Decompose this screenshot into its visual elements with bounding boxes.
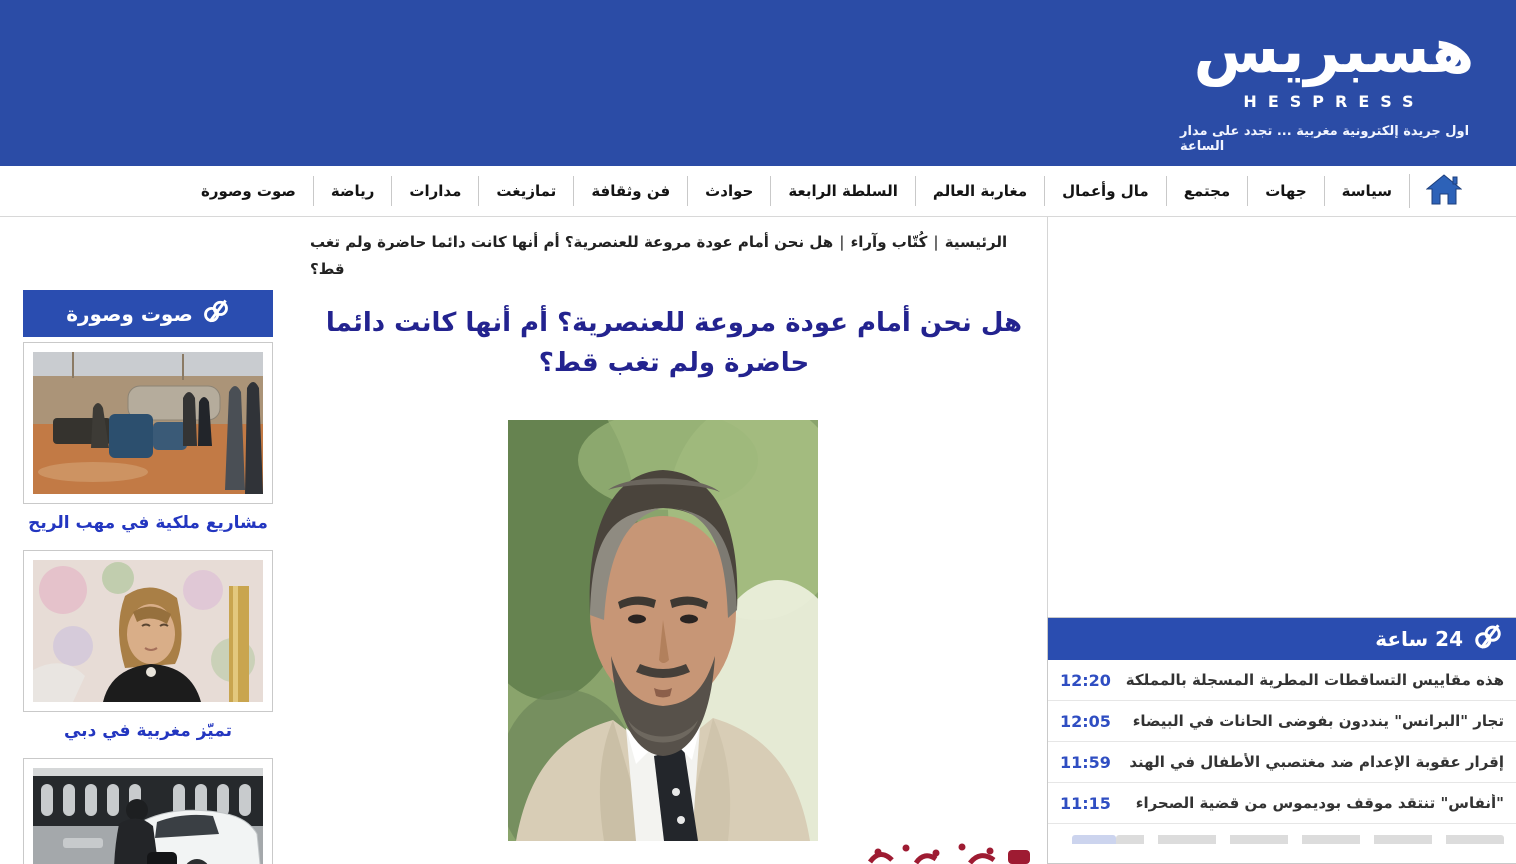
audio-video-widget-header [23,290,273,337]
news-item-title[interactable]: تجار "البرانس" ينددون بفوضى الحانات في البيضاء [1132,712,1504,730]
video-thumbnail[interactable] [23,758,273,864]
news-item-time: 12:05 [1060,711,1111,731]
hespress-mark-icon [1473,623,1503,655]
news-item-title[interactable]: هذه مقاييس التساقطات المطرية المسجلة بالمملكة [1125,671,1504,689]
thumbnail-caption[interactable]: مشاريع ملكية في مهب الريح [28,513,268,533]
nav-item-tamazight[interactable]: تمازيغت [478,176,573,206]
logo-latin-text: HESPRESS [1243,92,1425,111]
news-item-title[interactable]: "أنفاس" تنتقد موقف بوديموس من قضية الصحراء [1135,794,1504,812]
thumbnail-caption[interactable]: تميّز مغربية في دبي [63,721,233,741]
right-rail [1047,217,1516,864]
news-item-time: 11:59 [1060,752,1111,772]
news-list-item[interactable] [1048,783,1516,824]
clipped-news-list-item[interactable] [1048,824,1516,844]
nav-item-economy[interactable]: مال وأعمال [1044,176,1166,206]
nav-item-politics[interactable]: سياسة [1324,176,1409,206]
video-thumbnail[interactable] [23,550,273,712]
nav-item-moroccans-of-world[interactable]: مغاربة العالم [915,176,1044,206]
nav-item-incidents[interactable]: حوادث [687,176,770,206]
breadcrumb [310,229,1044,283]
page-title: هل نحن أمام عودة مروعة للعنصرية؟ أم أنها كانت دائما حاضرة ولم تغب قط؟ [325,308,1023,378]
hespress-logo[interactable] [1174,12,1494,154]
article-image [508,420,818,841]
nav-item-art-culture[interactable]: فن وثقافة [573,176,687,206]
audio-video-widget [23,290,273,864]
main-nav [0,166,1516,217]
breadcrumb-page-title: هل نحن أمام عودة مروعة للعنصرية؟ أم أنها كانت دائما حاضرة ولم تغب قط؟ [310,233,834,278]
breadcrumb-separator: | [839,233,845,251]
clipped-news-time [1072,835,1116,844]
audio-video-widget-title: صوت وصورة [66,301,193,326]
nav-item-audio-video[interactable]: صوت وصورة [201,182,296,200]
news-item-time: 12:20 [1060,670,1111,690]
news-item-time: 11:15 [1060,793,1111,813]
clipped-author-text [866,842,1036,864]
breadcrumb-separator: | [933,233,939,251]
logo-arabic-text: هسبريس [1193,14,1475,87]
hespress-mark-icon [202,298,230,329]
news-item-title[interactable]: إقرار عقوبة الإعدام ضد مغتصبي الأطفال في الهند [1129,753,1504,771]
news-list-item[interactable] [1048,660,1516,701]
breadcrumb-home-link[interactable]: الرئيسية [944,233,1008,251]
home-icon [1426,174,1462,209]
last-24-hours-header [1048,618,1516,660]
last-24-hours-title: 24 ساعة [1375,627,1463,651]
site-header [0,0,1516,166]
nav-item-fourth-estate[interactable]: السلطة الرابعة [770,176,915,206]
news-list-item[interactable] [1048,742,1516,783]
nav-item-sports[interactable]: رياضة [313,176,392,206]
clipped-news-text [1116,835,1504,844]
home-button[interactable] [1409,174,1476,208]
news-list-item[interactable] [1048,701,1516,742]
last-24-hours-widget [1047,617,1516,864]
header-tagline: اول جريدة إلكترونية مغربية ... تجدد على مدار الساعة [1180,124,1470,154]
nav-item-orbits[interactable]: مدارات [391,176,478,206]
breadcrumb-section-link[interactable]: كُتّاب وآراء [850,233,928,251]
nav-item-society[interactable]: مجتمع [1166,176,1248,206]
nav-item-regions[interactable]: جهات [1247,176,1323,206]
video-thumbnail[interactable] [23,342,273,504]
